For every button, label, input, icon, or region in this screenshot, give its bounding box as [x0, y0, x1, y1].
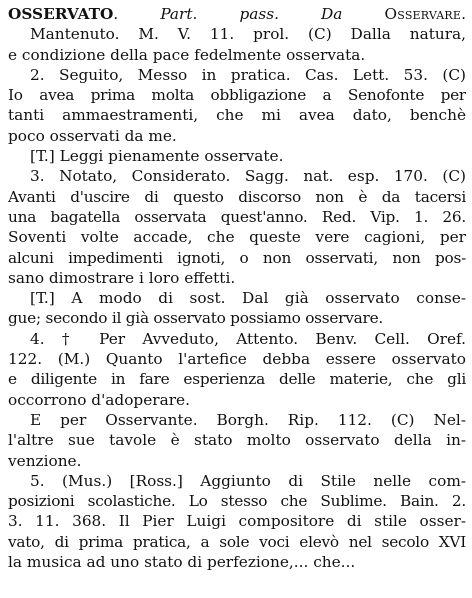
- text-line: e condizione della pace fedelmente osservata.: [8, 45, 366, 64]
- text-line: tanti ammaestramenti, che mi avea dato, benchè: [8, 106, 466, 125]
- text-line: sano dimostrare i loro effetti.: [8, 268, 236, 287]
- text-line: gue; secondo il già osservato possiamo osservare.: [8, 309, 383, 328]
- text-line: 3. 11. 368. Il Pier Luigi compositore di stile osser-: [8, 512, 466, 531]
- text-line: la musica ad uno stato di perfezione,... che...: [8, 553, 356, 572]
- text-line: Soventi volte accade, che queste vere cagioni, per: [8, 228, 466, 247]
- text-line: Avanti d'uscire di questo discorso non è da tacersi: [8, 187, 466, 206]
- text-line: alcuni impedimenti ignoti, o non osservati, non pos-: [8, 248, 466, 267]
- text-line: venzione.: [8, 451, 82, 470]
- text-line: Io avea prima molta obbligazione a Senofonte per: [8, 86, 466, 105]
- text-line: occorrono d'adoperare.: [8, 390, 190, 409]
- text-line: posizioni scolastiche. Lo stesso che Sublime. Bain. 2.: [8, 492, 466, 511]
- text-line: vato, di prima pratica, a sole voci elevò nel secolo XVI: [8, 532, 466, 551]
- headword: OSSERVATO: [8, 5, 114, 23]
- text-line: poco osservati da me.: [8, 126, 177, 145]
- sense-5-heading: 5. (Mus.) [Ross.] Aggiunto di Stile nelle com-: [30, 471, 466, 490]
- sense-4-heading: 4. † Per Avveduto, Attento. Benv. Cell. Oref.: [30, 329, 466, 348]
- text-line: E per Osservante. Borgh. Rip. 112. (C) Nel-: [30, 410, 466, 429]
- text-line: 122. (M.) Quanto l'artefice debba essere osservato: [8, 350, 466, 369]
- cross-reference: Osservare: [384, 5, 462, 23]
- text-line: e diligente in fare esperienza delle materie, che gli: [8, 370, 466, 389]
- entry-headline: OSSERVATO. Part. pass. Da Osservare.: [8, 5, 466, 23]
- text-line: una bagatella osservata quest'anno. Red. Vip. 1. 26.: [8, 207, 466, 226]
- sense-2-heading: 2. Seguito, Messo in pratica. Cas. Lett. 53. (C): [30, 65, 466, 84]
- text-line: l'altre sue tavole è stato molto osservato della in-: [8, 431, 466, 450]
- text-line: [T.] Leggi pienamente osservate.: [30, 147, 284, 166]
- part-of-speech: Part. pass. Da: [160, 5, 343, 23]
- sense-3-heading: 3. Notato, Considerato. Sagg. nat. esp. 170. (C): [30, 167, 466, 186]
- text-line: [T.] A modo di sost. Dal già osservato conse-: [30, 289, 466, 308]
- text-line: Mantenuto. M. V. 11. prol. (C) Dalla natura,: [30, 25, 466, 44]
